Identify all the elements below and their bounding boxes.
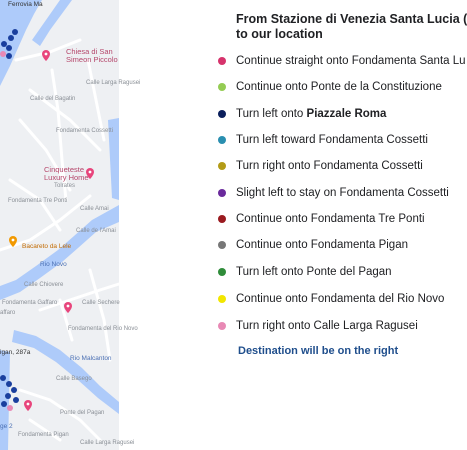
step-text: Turn right onto Fondamenta Cossetti xyxy=(236,160,423,172)
map-label-road-8: Calle Sechere xyxy=(82,300,120,306)
map-label-pagan: igan, 287a xyxy=(0,349,31,356)
destination-note: Destination will be on the right xyxy=(238,345,399,357)
step-text: Continue onto Fondamenta del Rio Novo xyxy=(236,293,445,305)
step-marker-icon xyxy=(218,215,226,223)
direction-step-4 xyxy=(218,132,450,148)
direction-step-1 xyxy=(218,53,466,69)
step-marker-icon xyxy=(218,189,226,197)
directions-title xyxy=(236,12,467,42)
step-marker-icon xyxy=(218,57,226,65)
map-label-road-5: Fondamenta Tre Ponti xyxy=(8,198,68,204)
direction-step-5 xyxy=(218,158,450,174)
direction-step-10 xyxy=(218,291,450,307)
map-label-hotel-3: Tolrates xyxy=(54,183,76,189)
step-text: Turn left toward Fondamenta Cossetti xyxy=(236,134,428,146)
map-label-calle-amai: Calle de l'Amai xyxy=(76,228,116,234)
step-text: Turn left onto Piazzale Roma xyxy=(236,108,387,120)
direction-step-7 xyxy=(218,211,450,227)
map-label-ge2: ge 2 xyxy=(0,423,13,430)
map-label-road-1: Calle del Bagatin xyxy=(30,96,76,102)
map-view[interactable] xyxy=(0,0,141,450)
step-marker-icon xyxy=(218,241,226,249)
directions-title-line2: to our location xyxy=(236,27,323,41)
direction-step-2 xyxy=(218,79,450,95)
step-marker-icon xyxy=(218,268,226,276)
map-label-ferrovia: Ferrovia Ma xyxy=(8,1,43,8)
step-text: Continue straight onto Fondamenta Santa Lu xyxy=(236,55,466,67)
map-label-road-7: Fondamenta Gaffaro xyxy=(2,300,58,306)
map-label-road-14: Calle Amai xyxy=(80,206,109,212)
map-label-road-11: Calle Larga Ragusei xyxy=(80,440,135,446)
map-canvas xyxy=(0,0,119,450)
map-label-road-10: Rio Malcanton xyxy=(70,355,112,362)
map-label-road-3: Calle Larga Ragusei xyxy=(86,80,141,86)
step-marker-icon xyxy=(218,83,226,91)
map-label-calle-basego: Calle Basego xyxy=(56,376,92,382)
step-marker-icon xyxy=(218,136,226,144)
step-text: Slight left to stay on Fondamenta Cossetti xyxy=(236,187,449,199)
map-label-hotel-2: Luxury Home xyxy=(44,173,89,182)
step-marker-icon xyxy=(218,322,226,330)
step-marker-icon xyxy=(218,295,226,303)
step-text: Continue onto Fondamenta Pigan xyxy=(236,239,408,251)
step-text: Continue onto Ponte de la Constituzione xyxy=(236,81,442,93)
direction-step-11 xyxy=(218,318,450,334)
map-label-chiesa-2: Simeon Piccolo xyxy=(66,55,118,64)
map-label-road-2: Fondamenta Cossetti xyxy=(56,128,114,134)
map-label-road-4: Rio Novo xyxy=(40,261,67,268)
step-marker-icon xyxy=(218,110,226,118)
direction-step-9 xyxy=(218,264,450,280)
direction-step-3 xyxy=(218,106,450,122)
map-label-bacareto: Bacareto da Lele xyxy=(22,243,72,250)
step-text: Continue onto Fondamenta Tre Ponti xyxy=(236,213,425,225)
map-label-road-12: affaro xyxy=(0,310,16,316)
map-label-road-9: Fondamenta del Rio Novo xyxy=(68,326,138,332)
direction-step-8 xyxy=(218,237,450,253)
step-text: Turn right onto Calle Larga Ragusei xyxy=(236,320,418,332)
map-label-hotel-1: Cinqueteste xyxy=(44,165,85,174)
direction-step-6 xyxy=(218,185,450,201)
map-label-road-6: Calle Chiovere xyxy=(24,282,64,288)
map-label-road-13: Fondamenta Pigan xyxy=(18,432,69,438)
step-text: Turn left onto Ponte del Pagan xyxy=(236,266,392,278)
map-label-chiesa-1: Chiesa di San xyxy=(66,47,113,56)
map-label-ponte-pagan: Ponte del Pagan xyxy=(60,410,105,416)
step-marker-icon xyxy=(218,162,226,170)
directions-title-line1: From Stazione di Venezia Santa Lucia ( xyxy=(236,12,467,26)
directions-panel xyxy=(119,0,467,450)
